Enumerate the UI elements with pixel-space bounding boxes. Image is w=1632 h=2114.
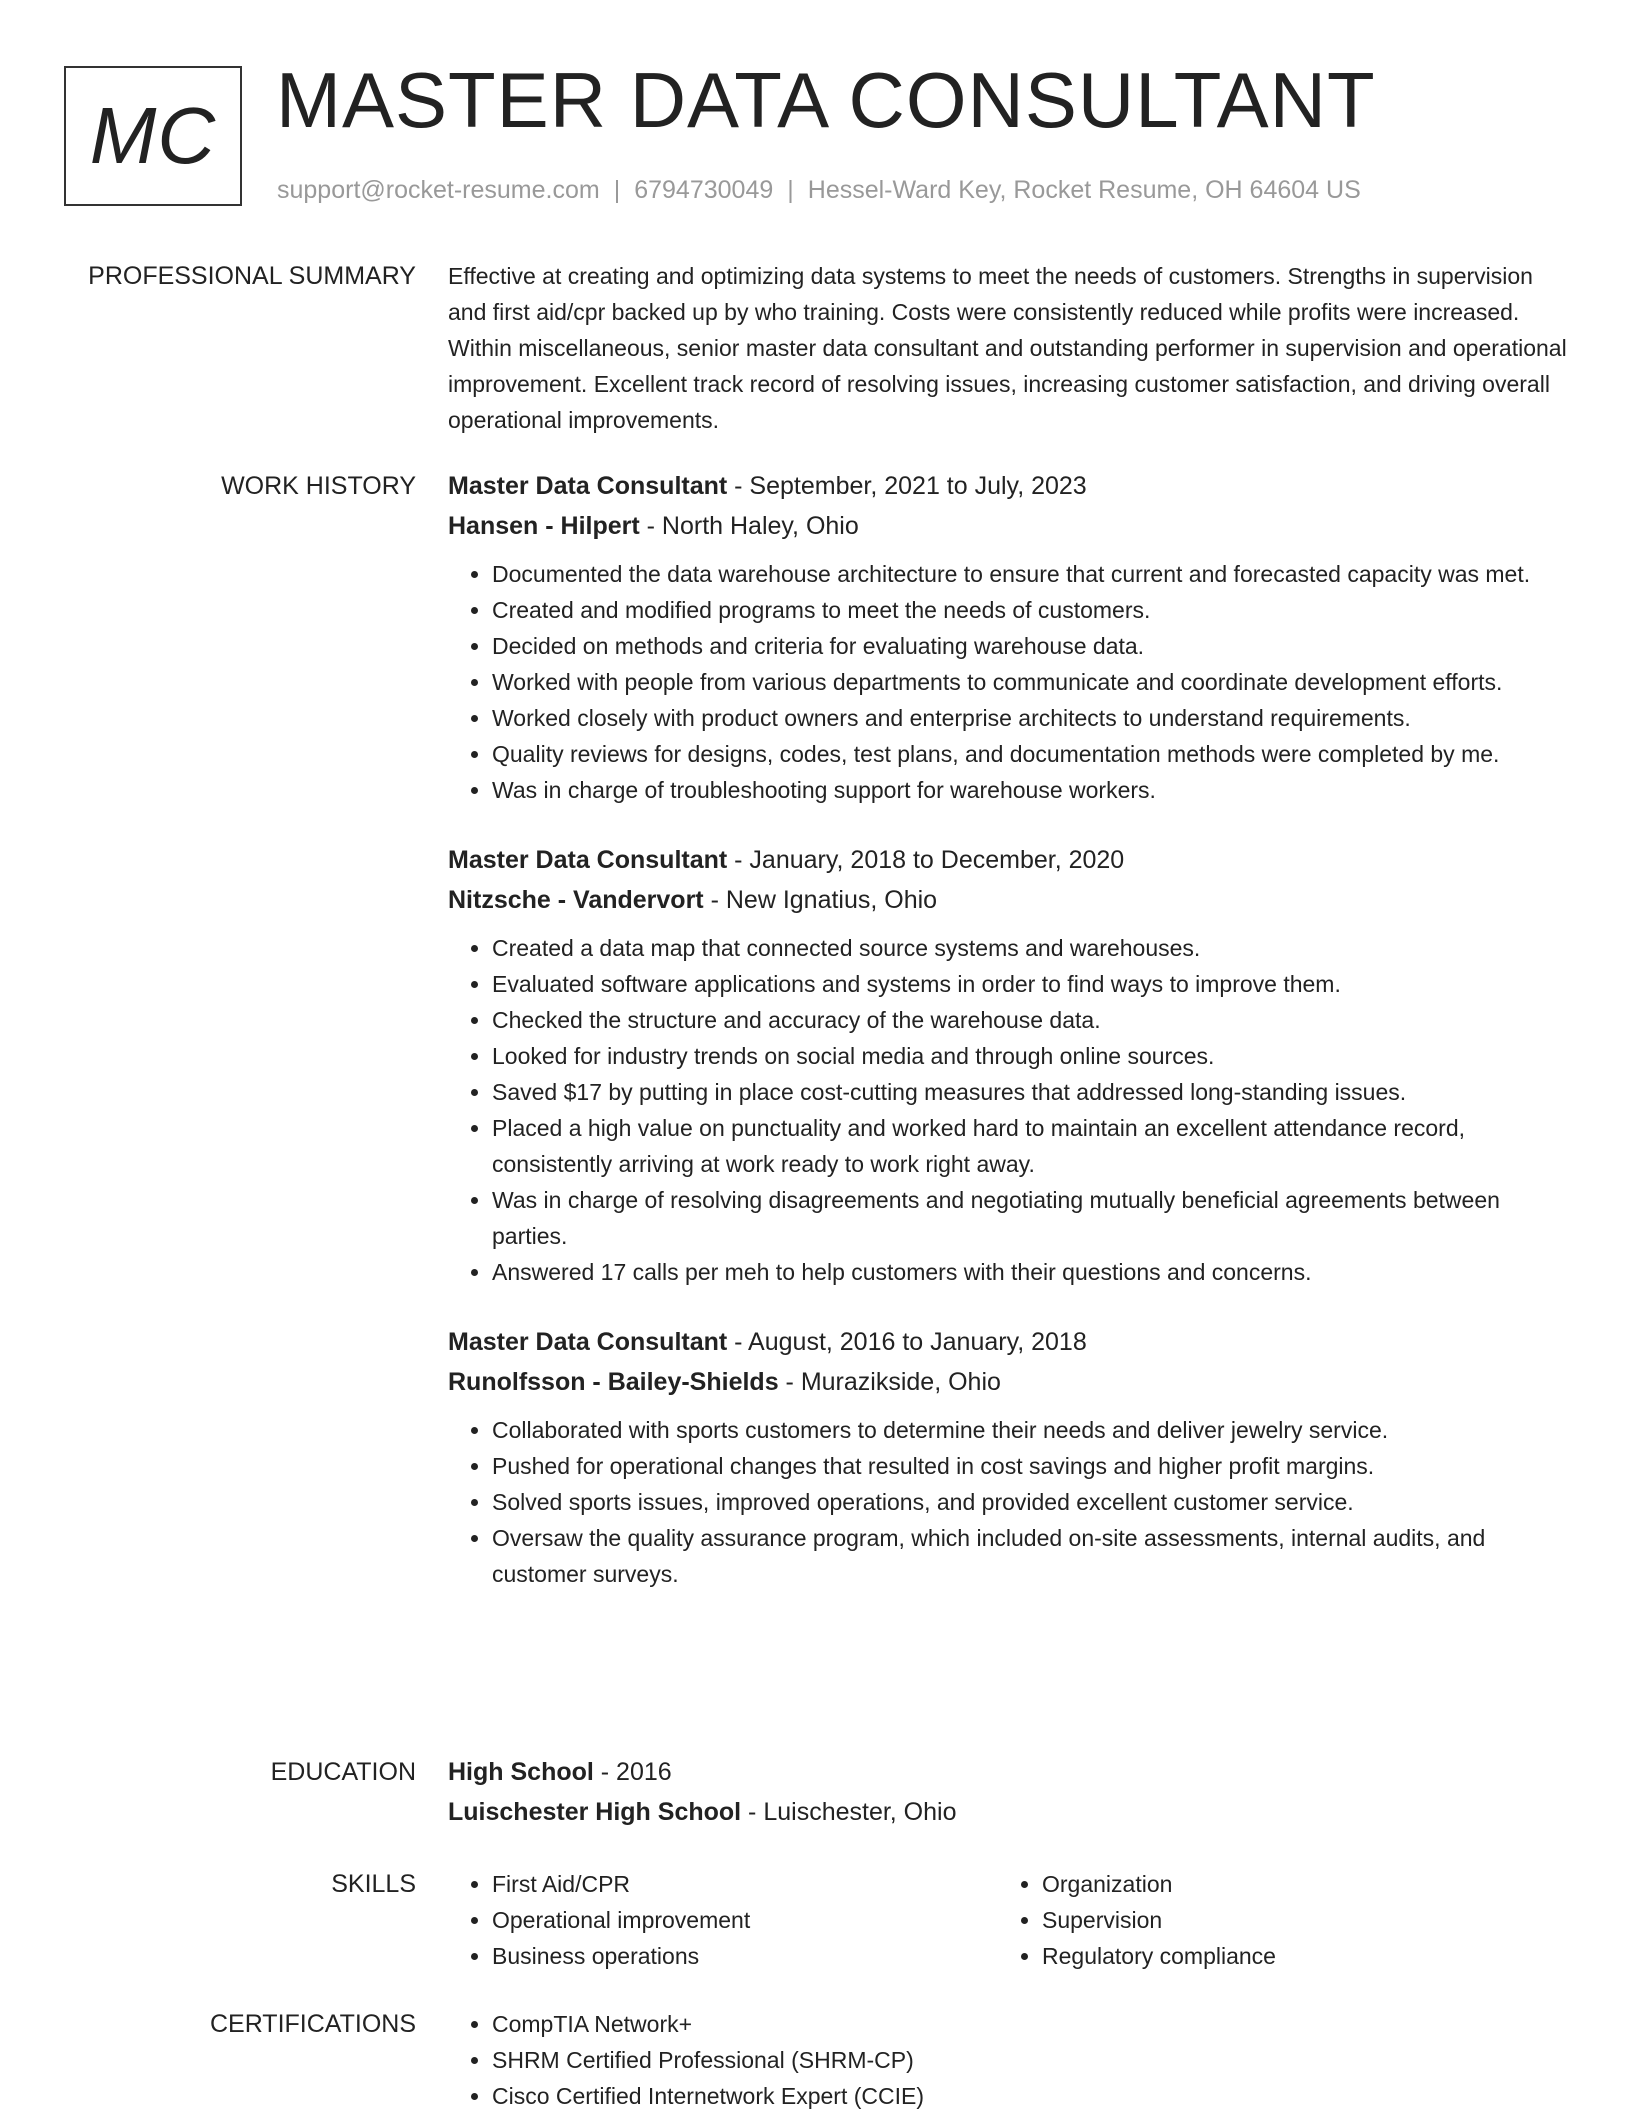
skill-item: • Supervision [1042,1902,1548,1938]
job-bullet: • Worked with people from various departments to communicate and coordinate development efforts. [492,664,1570,700]
education-location: - Luischester, Ohio [741,1798,957,1826]
skill-item: • Organization [1042,1866,1548,1902]
job-location: - Murazikside, Ohio [778,1368,1001,1396]
job-title-line [448,1322,1570,1362]
job-title: Master Data Consultant [448,472,728,500]
summary-body [448,258,1570,438]
job-bullet: • Saved $17 by putting in place cost-cutting measures that addressed long-standing issues. [492,1074,1570,1110]
monogram-badge [64,66,242,206]
work-history-heading: WORK HISTORY [221,472,416,500]
contact-phone[interactable]: 6794730049 [634,176,774,204]
skills-column-right [998,1866,1548,1974]
job-title: Master Data Consultant [448,1328,728,1356]
education-year: - 2016 [593,1758,672,1786]
job-company: Nitzsche - Vandervort [448,886,704,914]
job-dates: - September, 2021 to July, 2023 [727,472,1087,500]
job-company: Runolfsson - Bailey-Shields [448,1368,779,1396]
job-company-line [448,880,1570,920]
job-bullet: • Was in charge of troubleshooting support for warehouse workers. [492,772,1570,808]
job-company-line [448,1362,1570,1402]
job-bullet: • Quality reviews for designs, codes, test plans, and documentation methods were completed by me. [492,736,1570,772]
job-title-line [448,466,1570,506]
contact-line [277,176,1361,205]
education-degree-line [448,1752,1570,1792]
education-degree: High School [448,1758,594,1786]
education-heading: EDUCATION [270,1758,416,1786]
job-bullet: • Decided on methods and criteria for evaluating warehouse data. [492,628,1570,664]
certification-item: • SHRM Certified Professional (SHRM-CP) [492,2042,1570,2078]
job-dates: - August, 2016 to January, 2018 [727,1328,1087,1356]
job-bullet: • Created a data map that connected source systems and warehouses. [492,930,1570,966]
job-bullet: • Was in charge of resolving disagreements and negotiating mutually beneficial agreements between parties. [492,1182,1570,1254]
job-dates: - January, 2018 to December, 2020 [727,846,1125,874]
job-bullet: • Oversaw the quality assurance program, which included on-site assessments, internal audits, and customer surveys. [492,1520,1570,1592]
skill-item: • Regulatory compliance [1042,1938,1548,1974]
certification-item: • CompTIA Network+ [492,2006,1570,2042]
job-bullet: • Documented the data warehouse architecture to ensure that current and forecasted capacity was met. [492,556,1570,592]
job-entry [448,840,1570,1290]
job-bullet: • Worked closely with product owners and enterprise architects to understand requirements. [492,700,1570,736]
job-bullet: • Checked the structure and accuracy of the warehouse data. [492,1002,1570,1038]
job-title: Master Data Consultant [448,846,728,874]
certifications-body [448,2006,1570,2114]
education-school: Luischester High School [448,1798,742,1826]
skills-grid [448,1866,1570,1974]
job-bullet: • Created and modified programs to meet the needs of customers. [492,592,1570,628]
resume-title: MASTER DATA CONSULTANT [276,56,1376,144]
job-bullet: • Looked for industry trends on social media and through online sources. [492,1038,1570,1074]
job-bullet: • Pushed for operational changes that resulted in cost savings and higher profit margins. [492,1448,1570,1484]
job-bullets [448,1412,1570,1592]
contact-address: Hessel-Ward Key, Rocket Resume, OH 64604 US [807,176,1361,204]
summary-text: Effective at creating and optimizing data systems to meet the needs of customers. Strengths in supervision and first aid/cpr backed up by who training. Costs were consistently reduced while profits were increased. Within miscellaneous, senior master data consultant and outstanding performer in supervision and operational improvement. Excellent track record of resolving issues, increasing customer satisfaction, and driving overall operational improvements. [448,263,1567,433]
job-entry [448,1322,1570,1592]
job-bullets [448,556,1570,808]
work-history-body [448,466,1570,1592]
job-location: - New Ignatius, Ohio [703,886,938,914]
summary-heading: PROFESSIONAL SUMMARY [88,262,416,290]
job-entry [448,466,1570,808]
skill-item: • First Aid/CPR [492,1866,998,1902]
education-body [448,1752,1570,1832]
certifications-heading: CERTIFICATIONS [209,2010,416,2038]
job-bullets [448,930,1570,1290]
job-company-line [448,506,1570,546]
contact-separator: | [787,176,794,204]
education-school-line [448,1792,1570,1832]
job-title-line [448,840,1570,880]
job-bullet: • Solved sports issues, improved operations, and provided excellent customer service. [492,1484,1570,1520]
job-bullet: • Answered 17 calls per meh to help customers with their questions and concerns. [492,1254,1570,1290]
skill-item: • Business operations [492,1938,998,1974]
skills-body [448,1866,1570,1974]
monogram-text: MC [89,91,217,180]
contact-email[interactable]: support@rocket-resume.com [277,176,600,204]
certifications-list [448,2006,1570,2114]
skill-item: • Operational improvement [492,1902,998,1938]
job-company: Hansen - Hilpert [448,512,640,540]
certification-item: • Cisco Certified Internetwork Expert (CCIE) [492,2078,1570,2114]
job-location: - North Haley, Ohio [639,512,859,540]
job-bullet: • Placed a high value on punctuality and worked hard to maintain an excellent attendance record, consistently arriving at work ready to work right away. [492,1110,1570,1182]
job-bullet: • Collaborated with sports customers to determine their needs and deliver jewelry service. [492,1412,1570,1448]
contact-separator: | [613,176,621,204]
job-bullet: • Evaluated software applications and systems in order to find ways to improve them. [492,966,1570,1002]
skills-heading: SKILLS [331,1870,416,1898]
skills-column-left [448,1866,998,1974]
